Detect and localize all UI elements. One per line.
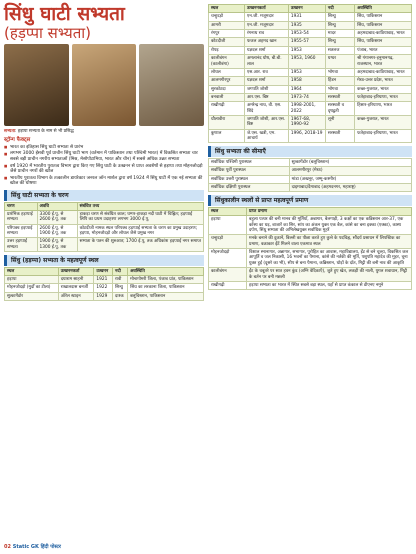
table-row — [209, 235, 412, 249]
cell: सर्वाधिक पूर्वी पुरास्थल — [209, 167, 290, 175]
statue-photo — [4, 44, 69, 126]
col-site: स्थल — [5, 267, 59, 275]
sites-heading: सिंधु (हड़प्पा) सभ्यता के महत्वपूर्ण स्थल — [4, 255, 204, 266]
cell: बलूचिस्तान, पाकिस्तान — [128, 292, 204, 300]
cell: फतेहाबाद-हरियाणा, भारत — [355, 129, 412, 143]
table-row — [5, 275, 204, 283]
table-row — [209, 68, 412, 76]
evidence-table — [208, 207, 412, 290]
phases-table — [4, 202, 204, 253]
cell: राखालदास बनर्जी — [58, 284, 94, 292]
fact-item: ■ वर्ष 1920 में भारतीय पुरातत्व विभाग द्वारा किए गए सिंधु घाटी के उत्खनन से प्राप्त अवशेषों से हड़प्पा तथा मोहनजोदड़ो जैसे प्राचीन नगरों की खोज — [4, 164, 204, 175]
cell: सिंध का लरकाना जिला, पाकिस्तान — [128, 284, 204, 292]
table-row — [209, 116, 412, 130]
fact-item: ■ भारत का इतिहास सिंधु घाटी सभ्यता से प्रारंभ — [4, 145, 204, 151]
cell: जगपति जोशी — [244, 85, 288, 93]
facts-list — [4, 145, 204, 187]
cell: सभ्यता के पतन की शुरुआत; 1700 ई.पू. तक अधिकांश हड़प्पाई नगर समाप्त — [77, 238, 203, 252]
table-row — [209, 184, 412, 192]
col-year: उत्खनन — [94, 267, 113, 275]
cell: 1953, 1960 — [288, 55, 325, 69]
table-row — [5, 284, 204, 292]
cell: अहमदाबाद-काठियावाड़, भारत — [355, 30, 412, 38]
cell: यज्ञदत्त शर्मा — [244, 46, 288, 54]
cell: मोहनजोदड़ो (मुर्दों का टीला) — [5, 284, 59, 292]
cell: हिंडन — [325, 77, 354, 85]
cell: मादर — [325, 30, 354, 38]
cell: आमरी — [209, 21, 245, 29]
cell: 1953-54 — [288, 30, 325, 38]
table-row — [209, 30, 412, 38]
cell: अमरेन्द्र नाथ, वी. एस. शिंदे — [244, 102, 288, 116]
cell: श्री गंगानगर-हनुमानगढ़, राजस्थान, भारत — [355, 55, 412, 69]
table-row — [209, 281, 412, 289]
table-row — [209, 129, 412, 143]
cell: मोन्टगोमरी जिला, पंजाब प्रांत, पाकिस्तान — [128, 275, 204, 283]
cell: भोगवा — [325, 68, 354, 76]
table-header-row — [5, 267, 204, 275]
sites-body — [209, 13, 412, 143]
table-row — [209, 85, 412, 93]
cell: 2600 ई.पू. से 1900 ई.पू. तक — [37, 224, 77, 238]
cell: सर्वाधिक पश्चिमी पुरास्थल — [209, 158, 290, 166]
cell: लूनी — [325, 116, 354, 130]
cell: पंजाब, भारत — [355, 46, 412, 54]
cell: सर्वाधिक दक्षिणी पुरास्थल — [209, 184, 290, 192]
cell: सिन्धु — [113, 284, 128, 292]
table-header-row — [209, 5, 412, 13]
page-number: 02 — [4, 543, 11, 550]
cell: मांडा (अखनूर, जम्मू-कश्मीर) — [289, 175, 411, 183]
limits-body — [209, 158, 412, 191]
cell: हिसार-हरियाणा, भारत — [355, 102, 412, 116]
facts-heading: स्ट्रॉन्ग फैक्ट्स — [4, 136, 31, 143]
table-row — [209, 102, 412, 116]
limits-table — [208, 158, 412, 192]
cell: 1964 — [288, 85, 325, 93]
left-column — [4, 4, 204, 301]
table-header-row — [209, 207, 412, 215]
fact-item: ■ लगभग 3000 ईसवी पूर्व प्राचीन सिंधु घाटी भाग (वर्तमान में पाकिस्तान तथा पश्चिमी भारत) में विकसित सभ्यता चार सबसे बड़ी प्राचीन नगरीय सभ्यताओं (मिस्र, मेसोपोटामिया, भारत और चीन) में सबसे अधिक उन्नत सभ्यता — [4, 151, 204, 162]
cell: यज्ञदत्त शर्मा — [244, 77, 288, 85]
photo-caption: सभ्यता: हड़प्पा सभ्यता के नाम से भी प्रसिद्ध — [4, 129, 74, 135]
sites-table-left — [4, 267, 204, 301]
col-excavator: उत्खननकर्ता — [244, 5, 288, 13]
cell: सिंध, पाकिस्तान — [355, 21, 412, 29]
cell: हड़प्पा — [5, 275, 59, 283]
cell: आर.एस. बिष्ट — [244, 93, 288, 101]
cell: 1998-2001, 2022 — [288, 102, 325, 116]
table-row — [209, 249, 412, 268]
cell: फजल अहमद खान — [244, 38, 288, 46]
col-river: नदी — [113, 267, 128, 275]
cell: एन.जी. मजूमदार — [244, 13, 288, 21]
table-row — [209, 55, 412, 69]
cell: सुत्कागेंडोर (बलूचिस्तान) — [289, 158, 411, 166]
cell: 1921 — [94, 275, 113, 283]
cell: 1953 — [288, 68, 325, 76]
cell: 1935 — [288, 21, 325, 29]
cell: कोटदीजी — [209, 38, 245, 46]
cell: आलमगीरपुर (मेरठ) — [289, 167, 411, 175]
table-row — [5, 210, 204, 224]
cell: 1973-74 — [288, 93, 325, 101]
table-row — [209, 268, 412, 282]
fact-item: ■ भारतीय पुरातत्व विभाग के तत्कालीन डायरेक्टर जनरल जॉन मार्शल द्वारा वर्ष 1924 में सिंधु घाटी में एक नई सभ्यता की खोज की घोषणा — [4, 176, 204, 187]
cell: 1931 — [288, 13, 325, 21]
cell: दाश्क — [113, 292, 128, 300]
cell: सिन्धु — [325, 38, 354, 46]
cell: 1955-57 — [288, 38, 325, 46]
cell: अमलानंद घोष, बी.बी. लाल — [244, 55, 288, 69]
cell: कालीबंगन — [209, 268, 247, 282]
page-title: सिंधु घाटी सभ्यता — [4, 3, 125, 25]
cell: रावी — [113, 275, 128, 283]
col-phase: चरण — [5, 202, 38, 210]
cell: कोटदीजी नामक स्थल परिपक्व हड़प्पाई सभ्यता के चरण का प्रमुख उदाहरण; हड़प्पा, मोहनजोदड़ो और लोथल जैसे प्रमुख नगर — [77, 224, 203, 238]
col-river: नदी — [325, 5, 354, 13]
cell: 1967-68, 1990-92 — [288, 116, 325, 130]
cell: प्रारंभिक हड़प्पाई सभ्यता — [5, 210, 38, 224]
cell: 1953 — [288, 46, 325, 54]
col-year: उत्खनन — [288, 5, 325, 13]
col-period: अवधि — [37, 202, 77, 210]
cell: रंगपुर — [209, 30, 245, 38]
cell: दयाराम साहनी — [58, 275, 94, 283]
cell: 1900 ई.पू. से 1300 ई.पू. तक — [37, 238, 77, 252]
cell: मोहनजोदड़ो — [209, 249, 247, 268]
col-location: अवस्थिति — [355, 5, 412, 13]
cell: सुरकोटदा — [209, 85, 245, 93]
cell: बनवाली — [209, 93, 245, 101]
table-row — [5, 224, 204, 238]
col-evidence: प्राप्त प्रमाण — [247, 207, 412, 215]
table-header-row — [5, 202, 204, 210]
table-row — [5, 292, 204, 300]
table-row — [209, 46, 412, 54]
limits-heading: सिंधु सभ्यता की सीमाएँ — [208, 146, 412, 157]
col-site: स्थल — [209, 207, 247, 215]
cell: 1929 — [94, 292, 113, 300]
caption-text: हड़प्पा सभ्यता के नाम से भी प्रसिद्ध — [17, 129, 74, 135]
cell: एन.जी. मजूमदार — [244, 21, 288, 29]
cell: ऑरेल स्टाइन — [58, 292, 94, 300]
cell: हड़प्पा — [209, 216, 247, 235]
right-column — [208, 4, 412, 290]
cell: 3300 ई.पू. से 2600 ई.पू. तक — [37, 210, 77, 224]
phases-heading: सिंधु घाटी सभ्यता के चरण — [4, 190, 204, 201]
cell: विशाल स्नानागार, अन्नागार, सभागार, पुरोहित का आवास, महाविद्यालय, ईंट से बने चूल्हा, विकसित जल आपूर्ति व जल निकासी, 16 भवनों का पैमाना, कांसे की नर्तकी की मूर्ति, पशुपति महादेव की मुहर, चूना युक्त हुई (दूसरे का भी), सीप से बना पैमाना, कब्रिस्तान, घोड़ों के दाँत, मिट्टी की बनी नाव की आकृति — [247, 249, 412, 268]
col-location: अवस्थिति — [128, 267, 204, 275]
cell: आलमगीरपुर — [209, 77, 245, 85]
evidence-body — [209, 216, 412, 290]
cell: हड़प्पा सभ्यता का भारत में स्थित सबसे बड़ा स्थल, यहाँ से प्राप्त कंकाल से डीएनए नमूने — [247, 281, 412, 289]
cell: राखीगढ़ी — [209, 281, 247, 289]
table-row — [209, 158, 412, 166]
cell: चन्हुदड़ो — [209, 13, 245, 21]
page-footer — [4, 544, 61, 550]
cell: 1958 — [288, 77, 325, 85]
cell: रोपड़ — [209, 46, 245, 54]
cell: हाकड़ा चरण से संबंधित काल; घग्गर-हाकड़ा नदी घाटी में चिह्नित; हड़प्पाई लिपि का प्रथम उदाहरण लगभग 3000 ई.पू. — [77, 210, 203, 224]
cell: एस.आर. राव — [244, 68, 288, 76]
cell: बहुला पत्थर की बनी मानव की मूर्तियाँ, अन्नागार, बैलगाड़ी, 3 कक्षों का एक कब्रिस्तान आर-37, एक कॉस्य का घड़, बाजारें का सिर, सांप का अंकन युक्त एक बैल, कांसे का बना इक्का (एक्का), कास्य दर्पण, सिंधु सभ्यता की अभिलेखयुक्त सर्वाधिक मुहरें — [247, 216, 412, 235]
table-row — [209, 167, 412, 175]
cell: सिन्धु — [325, 13, 354, 21]
table-row — [209, 77, 412, 85]
cell: मनके बनाने की दुकानें, बिल्ली का पीछा करते हुए कुत्ते के पदचिह्न, सौंदर्य प्रसाधन में लिपस्टिक का प्रमाण, वक्राकार ईंटें मिलने वाला एकमात्र स्थल — [247, 235, 412, 249]
cell: सर्वाधिक उत्तरी पुरास्थल — [209, 175, 290, 183]
table-row — [209, 93, 412, 101]
cell: मेरठ-उत्तर प्रदेश, भारत — [355, 77, 412, 85]
cell: कच्छ-गुजरात, भारत — [355, 116, 412, 130]
cell: ईंट के चबूतरे पर सात हवन कुंड (अग्नि वेदिकाएँ), जुते हुए खेत, लकड़ी की नाली, युगल शवाधान, मिट्टी के बर्तन पर बनी मछली — [247, 268, 412, 282]
table-row — [5, 238, 204, 252]
cell: रंगनाथ राव — [244, 30, 288, 38]
cell: सिन्धु — [325, 21, 354, 29]
table-row — [209, 13, 412, 21]
cell: सरस्वती — [325, 93, 354, 101]
cell: 1922 — [94, 284, 113, 292]
cell: कालीबंगन (कालीबंगा) — [209, 55, 245, 69]
cell: दाइमाबाद/दैमाबाद (अहमदनगर, महाराष्ट्र) — [289, 184, 411, 192]
sites-table-right — [208, 4, 412, 143]
table-row — [209, 38, 412, 46]
col-site: स्थल — [209, 5, 245, 13]
cell: चन्हुदड़ो — [209, 235, 247, 249]
cell: कच्छ-गुजरात, भारत — [355, 85, 412, 93]
cell: लोथल — [209, 68, 245, 76]
cell: सरस्वती व दृषद्वती — [325, 102, 354, 116]
cell: परिपक्व हड़प्पाई सभ्यता — [5, 224, 38, 238]
cell: जगपति जोशी, आर.एस. बिष्ट — [244, 116, 288, 130]
cell: धौलावीरा — [209, 116, 245, 130]
table-row — [209, 216, 412, 235]
cell: राखीगढ़ी — [209, 102, 245, 116]
col-facts: संबंधित तथ्य — [77, 202, 203, 210]
col-excavator: उत्खननकर्ता — [58, 267, 94, 275]
cell: सतलज — [325, 46, 354, 54]
table-row — [209, 21, 412, 29]
footer-brand: Static GK हिंदी पोस्टर — [12, 543, 61, 550]
evidence-heading: सिंधुकालीन स्थलों से प्राप्त महत्वपूर्ण प्रमाण — [208, 195, 412, 206]
artifact-photos — [4, 44, 204, 126]
vessel-photo — [139, 44, 204, 126]
cell: भोगवा — [325, 85, 354, 93]
caption-label: सभ्यता — [4, 129, 15, 135]
cell: कुणाल — [209, 129, 245, 143]
cell: घग्घर — [325, 55, 354, 69]
cell: 1996, 2018-19 — [288, 129, 325, 143]
page-subtitle: (हड़प्पा सभ्यता) — [4, 23, 92, 42]
cell: सुत्कागेंडोर — [5, 292, 59, 300]
cell: सिंध, पाकिस्तान — [355, 13, 412, 21]
table-row — [209, 175, 412, 183]
cell: सिंध, पाकिस्तान — [355, 38, 412, 46]
pottery-photo — [72, 44, 137, 126]
cell: फतेहाबाद-हरियाणा, भारत — [355, 93, 412, 101]
cell: अहमदाबाद-काठियावाड़, भारत — [355, 68, 412, 76]
cell: सरस्वती — [325, 129, 354, 143]
cell: उत्तर हड़प्पाई सभ्यता — [5, 238, 38, 252]
cell: जे.एस. खत्री, एम. आचार्य — [244, 129, 288, 143]
